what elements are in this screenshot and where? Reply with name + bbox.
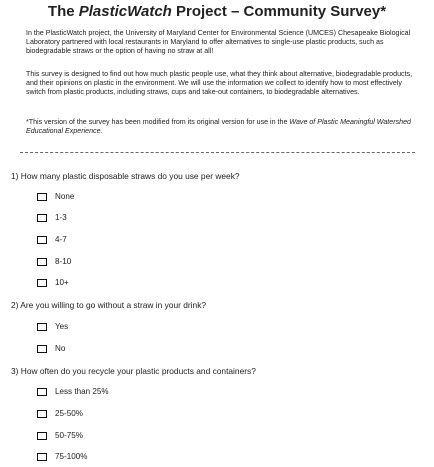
checkbox[interactable] (37, 388, 47, 396)
checkbox[interactable] (37, 214, 47, 222)
checkbox[interactable] (37, 258, 47, 266)
page-title: The PlasticWatch Project – Community Survey* (47, 3, 387, 20)
option-q1-8-10[interactable]: 8-10 (37, 257, 71, 266)
intro-paragraph-2: This survey is designed to find out how much plastic people use, what they think about alternative, biodegradable products, and their opinions on plastic in the environment. We will use the information we collect to identify how to most effectively switch from plastic products, including straws, cups and take-out containers, to biodegradable alternatives. (26, 70, 413, 97)
option-q3-25-50[interactable]: 25-50% (37, 409, 83, 418)
question-1-label: 1) How many plastic disposable straws do you use per week? (11, 171, 240, 181)
option-q1-none[interactable]: None (37, 192, 74, 201)
option-q3-less-than-25[interactable]: Less than 25% (37, 387, 109, 396)
intro-note: *This version of the survey has been modified from its original version for use in the Wave of Plastic Meaningful Watershed Educational Experience. (26, 118, 411, 136)
option-q3-75-100[interactable]: 75-100% (37, 452, 87, 461)
intro-paragraph-1: In the PlasticWatch project, the University of Maryland Center for Environmental Science (UMCES) Chesapeake Biological Laboratory partnered with local restaurants in Maryland to offer alternatives to single-use plastic products, such as biodegradable straws or the option of having no straw at all! (26, 29, 411, 56)
option-q1-1-3[interactable]: 1-3 (37, 213, 67, 222)
checkbox[interactable] (37, 432, 47, 440)
checkbox[interactable] (37, 345, 47, 353)
option-q3-50-75[interactable]: 50-75% (37, 431, 83, 440)
checkbox[interactable] (37, 279, 47, 287)
option-q1-4-7[interactable]: 4-7 (37, 235, 67, 244)
question-2-label: 2) Are you willing to go without a straw in your drink? (11, 300, 207, 310)
option-q1-10-plus[interactable]: 10+ (37, 278, 69, 287)
option-q2-yes[interactable]: Yes (37, 322, 68, 331)
question-3-label: 3) How often do you recycle your plastic products and containers? (11, 366, 256, 376)
option-q2-no[interactable]: No (37, 344, 65, 353)
checkbox[interactable] (37, 323, 47, 331)
checkbox[interactable] (37, 410, 47, 418)
section-divider (20, 152, 415, 153)
checkbox[interactable] (37, 193, 47, 201)
checkbox[interactable] (37, 236, 47, 244)
checkbox[interactable] (37, 453, 47, 461)
